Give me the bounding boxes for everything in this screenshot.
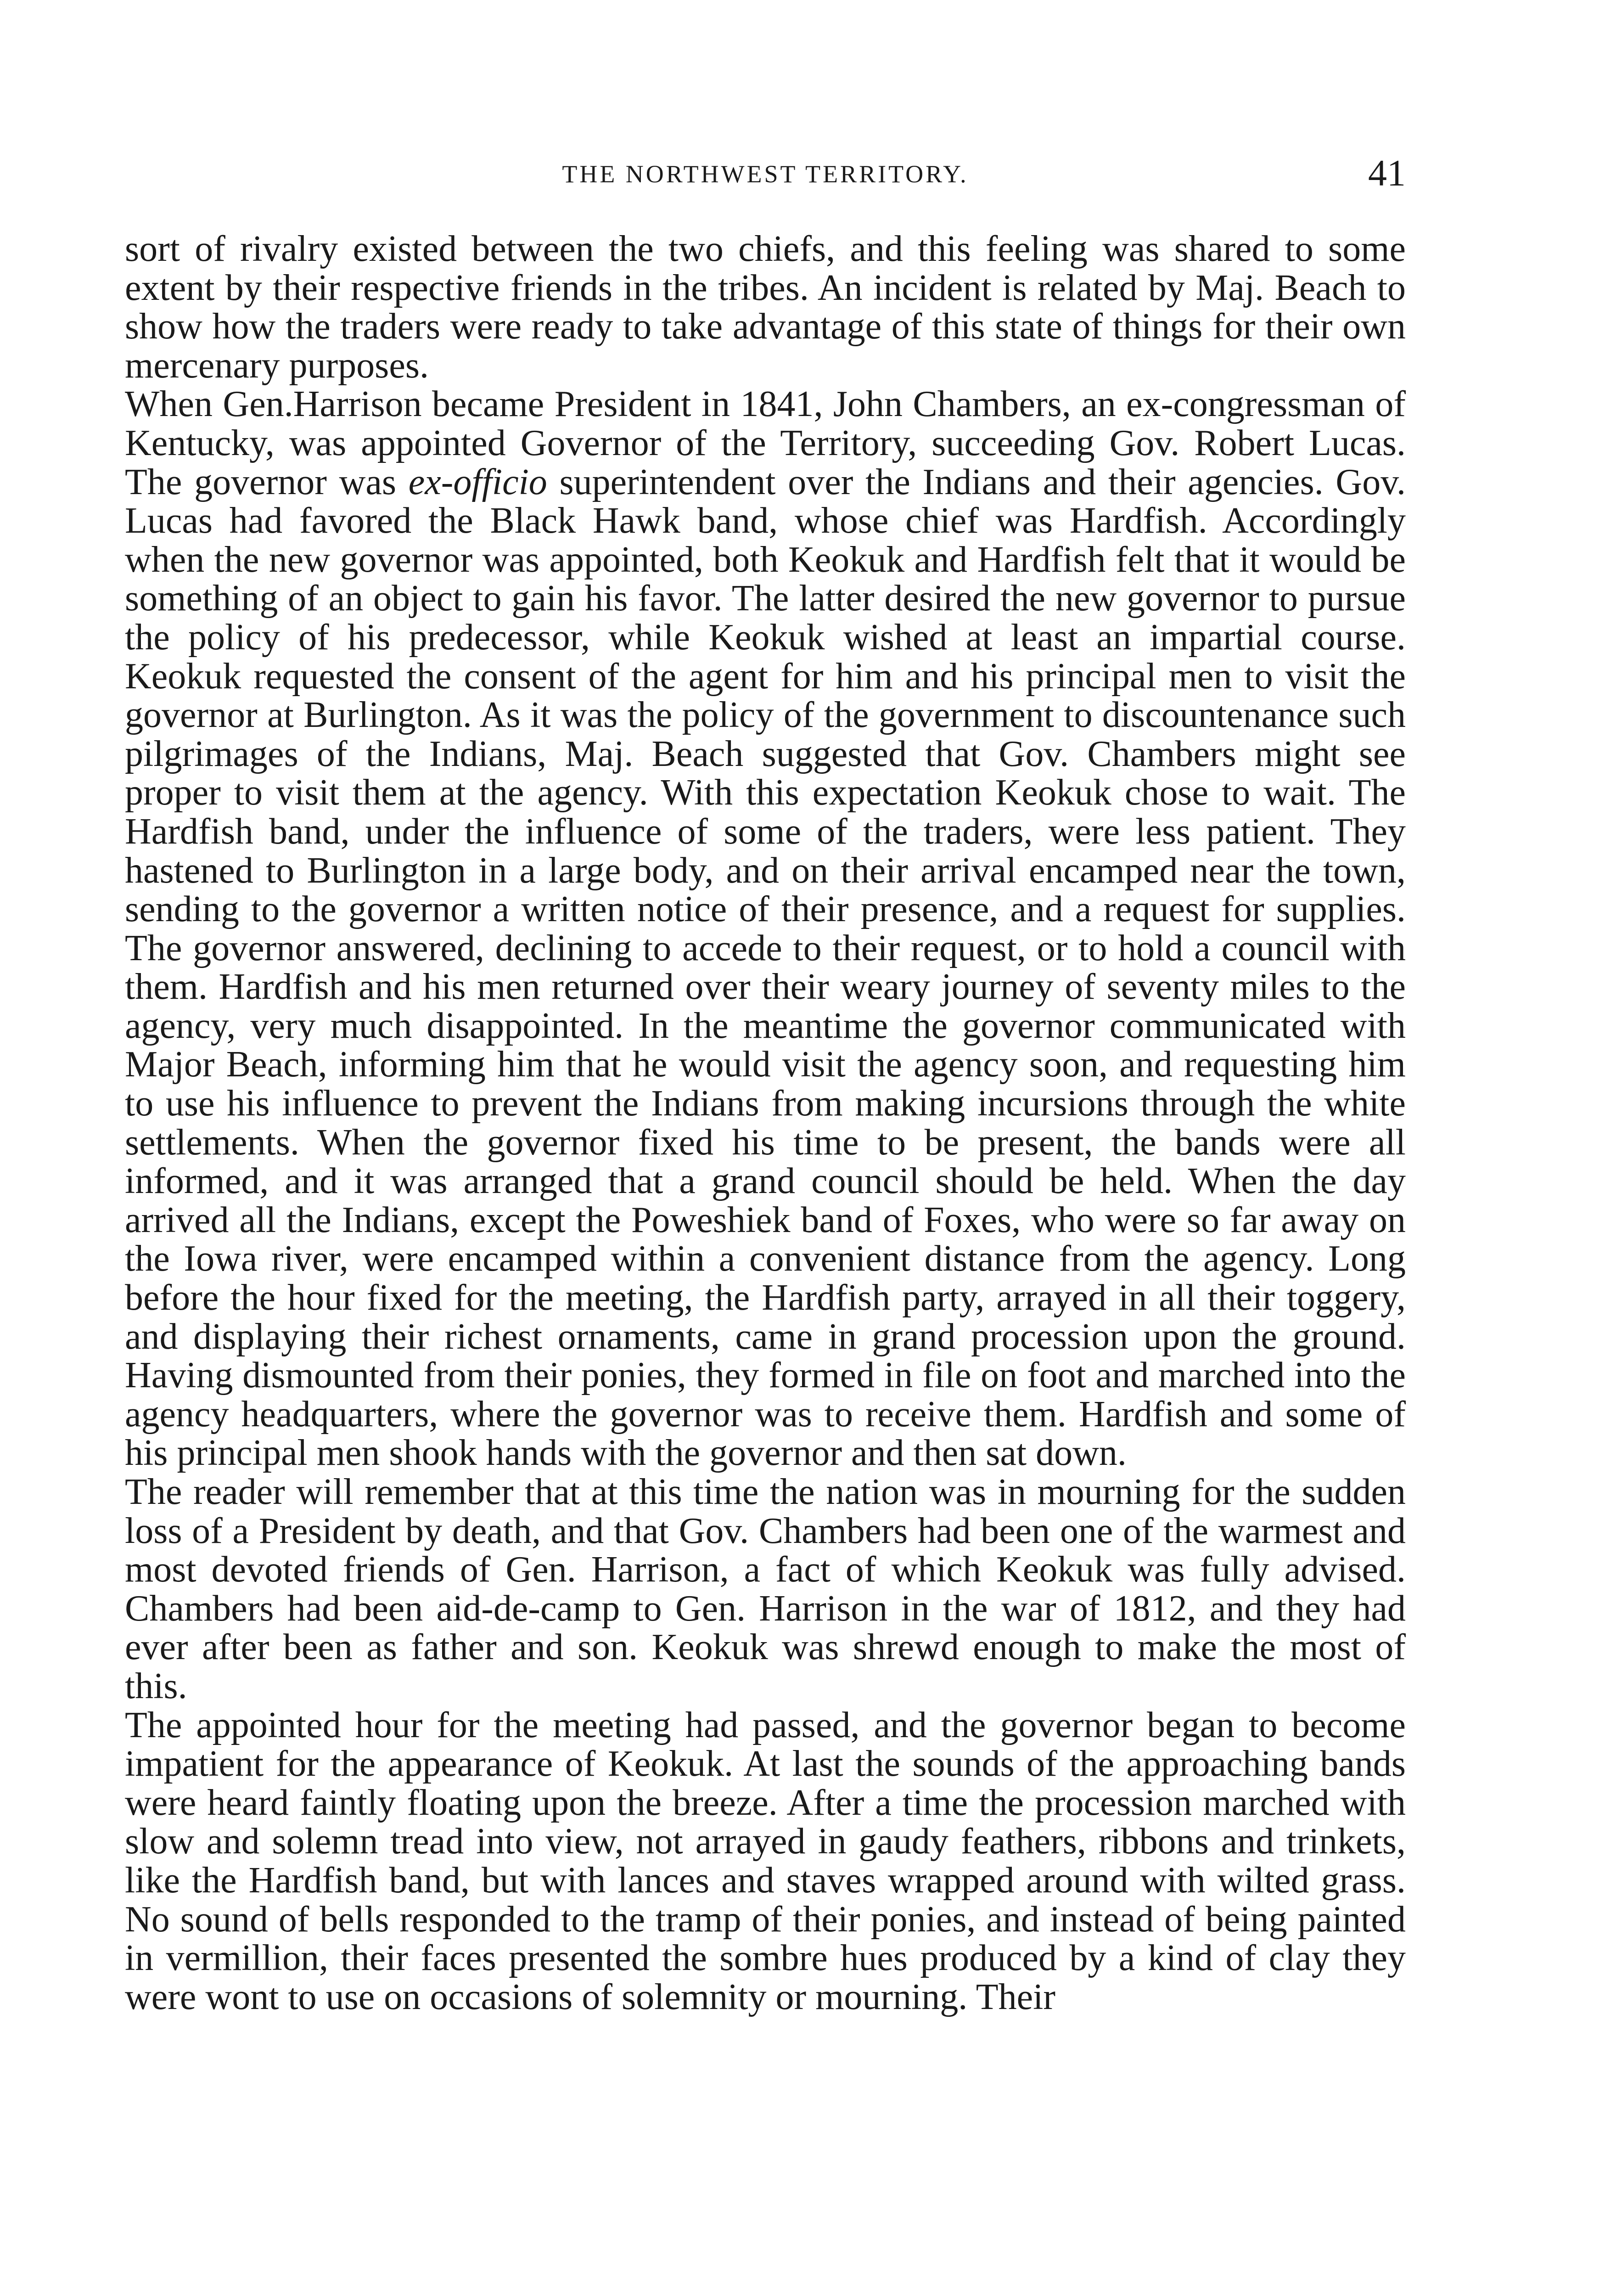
paragraph-text: The appointed hour for the meeting had passed, and the governor began to become impatient for the appearance of Keokuk. At last the sounds of the approaching bands were heard faintly floating upon the breeze. After a time the procession marched with slow and solemn tread into view, not arrayed in gaudy feathers, ribbons and trinkets, like the Hardfish band, but with lances and staves wrapped around with wilted grass. No sound of bells responded to the tramp of their ponies, and instead of being painted in vermillion, their faces presented the sombre hues produced by a kind of clay they were wont to use on occasions of solemnity or mourning. Their [125, 1705, 1406, 2017]
paragraph-text: sort of rivalry existed between the two chiefs, and this feeling was shared to some extent by their respective friends in the tribes. An incident is related by Maj. Beach to show how the traders were ready to take advantage of this state of things for their own mercenary purposes. [125, 229, 1406, 386]
running-head [125, 152, 1406, 202]
italic-term: ex-officio [408, 461, 547, 502]
paragraph-text: The reader will remember that at this time the nation was in mourning for the sudden loss of a President by death, and that Gov. Chambers had been one of the warmest and most devoted friends of Gen. Harrison, a fact of which Keokuk was fully advised. Chambers had been aid-de-camp to Gen. Harrison in the war of 1812, and they had ever after been as father and son. Keokuk was shrewd enough to make the most of this. [125, 1472, 1406, 1706]
page-number: 41 [1368, 152, 1406, 194]
paragraph-2 [125, 385, 1406, 1473]
paragraph-text-continued: superintendent over the Indians and their agencies. Gov. Lucas had favored the Black Hawk band, whose chief was Hardfish. Accordingly when the new governor was appointed, both Keokuk and Hardfish felt that it would be something of an object to gain his favor. The latter desired the new governor to pursue the policy of his predecessor, while Keokuk wished at least an impartial course. Keokuk requested the consent of the agent for him and his principal men to visit the governor at Burlington. As it was the policy of the government to discountenance such pilgrimages of the Indians, Maj. Beach suggested that Gov. Chambers might see proper to visit them at the agency. With this expectation Keokuk chose to wait. The Hardfish band, under the influence of some of the traders, were less patient. They hastened to Burlington in a large body, and on their arrival encamped near the town, sending to the governor a written notice of their presence, and a request for supplies. The governor answered, declining to accede to their request, or to hold a council with them. Hardfish and his men returned over their weary journey of seventy miles to the agency, very much disappointed. In the meantime the governor communicated with Major Beach, informing him that he would visit the agency soon, and requesting him to use his influence to prevent the Indians from making incursions through the white settlements. When the governor fixed his time to be present, the bands were all informed, and it was arranged that a grand council should be held. When the day arrived all the Indians, except the Poweshiek band of Foxes, who were so far away on the Iowa river, were encamped within a convenient distance from the agency. Long before the hour fixed for the meeting, the Hardfish party, arrayed in all their toggery, and displaying their richest ornaments, came in grand procession upon the ground. Having dismounted from their ponies, they formed in file on foot and marched into the agency headquarters, where the governor was to receive them. Hardfish and some of his principal men shook hands with the governor and then sat down. [125, 461, 1406, 1474]
running-title: THE NORTHWEST TERRITORY. [562, 160, 969, 188]
paragraph-text: When Gen.Harrison became President in 1841, John Chambers, an ex-congressman of Kentucky, was appointed Governor of the Territory, succeeding Gov. Robert Lucas. The governor was [125, 384, 1406, 502]
paragraph-4 [125, 1706, 1406, 2017]
body-text [125, 230, 1406, 2016]
paragraph-3 [125, 1473, 1406, 1706]
paragraph-1 [125, 230, 1406, 385]
